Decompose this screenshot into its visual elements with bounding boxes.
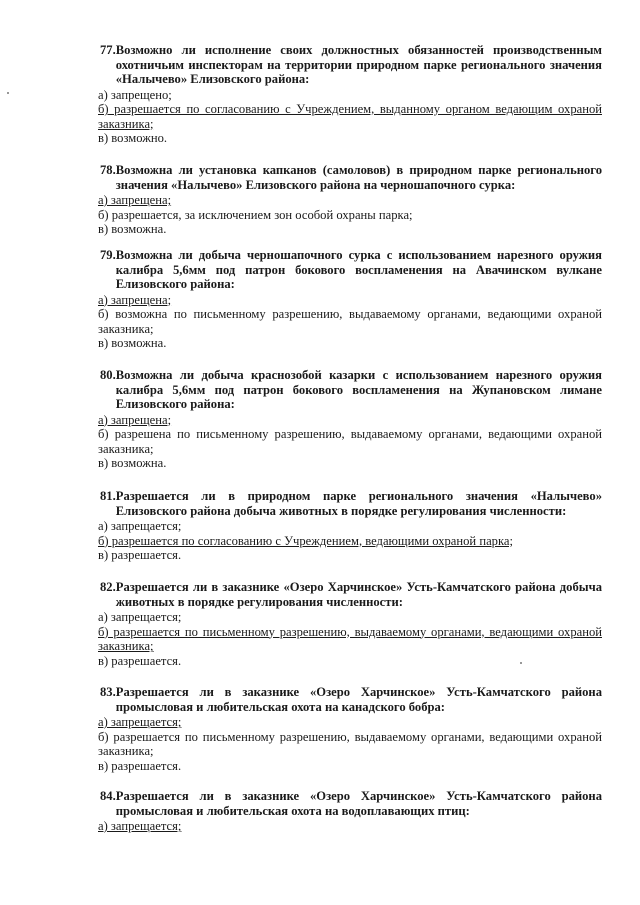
question-text: Возможна ли добыча черношапочного сурка с использованием нарезного оружия калибра 5,6мм под патрон бокового воспламенения на Авачинском вулкане Елизовского района: xyxy=(115,248,602,291)
answer-list xyxy=(98,819,602,834)
question-text: Разрешается ли в природном парке регионального значения «Налычево» Елизовского района добыча животных в порядке регулирования численности: xyxy=(115,489,602,518)
answer-option-b-correct: б) разрешается по согласованию с Учреждением, ведающими охраной парка; xyxy=(98,533,513,548)
answer-option-c: в) разрешается. xyxy=(98,653,182,668)
question-number: 80. xyxy=(100,368,116,382)
answer-option-c: в) возможна. xyxy=(98,222,167,237)
answer-list xyxy=(98,610,602,668)
scan-speck xyxy=(7,92,9,94)
answer-option-c: в) разрешается. xyxy=(98,758,182,773)
question-text: Возможна ли установка капканов (самоловов) в природном парке регионального значения «Налычево» Елизовского района на черношапочного сурка: xyxy=(115,163,602,192)
question-84 xyxy=(98,789,602,834)
answer-option-b-correct: б) разрешается по письменному разрешению, выдаваемому органами, ведающими охраной заказника; xyxy=(98,624,602,654)
answer-option-c: в) возможна. xyxy=(98,336,167,351)
question-77 xyxy=(98,43,602,146)
question-number: 82. xyxy=(100,580,116,594)
answer-list xyxy=(98,88,602,146)
question-text: Разрешается ли в заказнике «Озеро Харчинское» Усть-Камчатского района добыча животных в порядке регулирования численности: xyxy=(115,580,602,609)
question-number: 77. xyxy=(100,43,116,57)
answer-option-c: в) возможна. xyxy=(98,456,167,471)
question-number: 81. xyxy=(100,489,116,503)
question-78 xyxy=(98,163,602,237)
answer-option-a: а) запрещено; xyxy=(98,87,172,102)
question-text: Возможно ли исполнение своих должностных обязанностей производственным охотничьим инспекторам на территории природном парке регионального значения «Налычево» Елизовского района: xyxy=(115,43,602,86)
answer-option-b: б) разрешена по письменному разрешению, выдаваемому органами, ведающими охраной заказника; xyxy=(98,427,602,456)
answer-option-a-correct: а) запрещена; xyxy=(98,412,172,427)
answer-option-a: а) запрещается; xyxy=(98,610,182,624)
answer-option-b: б) разрешается, за исключением зон особой охраны парка; xyxy=(98,207,413,222)
question-82 xyxy=(98,580,602,668)
question-81 xyxy=(98,489,602,563)
answer-option-b: б) разрешается по письменному разрешению, выдаваемому органами, ведающими охраной заказника; xyxy=(98,729,602,759)
answer-option-b: б) возможна по письменному разрешению, выдаваемому органами, ведающими охраной заказника; xyxy=(98,307,602,336)
answer-option-a-correct: а) запрещена; xyxy=(98,193,172,207)
answer-list xyxy=(98,715,602,773)
answer-list xyxy=(98,413,602,471)
answer-option-a-correct: а) запрещается; xyxy=(98,819,182,833)
answer-option-a-correct: а) запрещена; xyxy=(98,292,172,307)
question-text: Возможна ли добыча краснозобой казарки с использованием нарезного оружия калибра 5,6мм под патрон бокового воспламенения на Жупановском лимане Елизовского района: xyxy=(115,368,602,411)
question-number: 83. xyxy=(100,685,116,699)
answer-list xyxy=(98,519,602,563)
answer-option-b-correct: б) разрешается по согласованию с Учреждением, выданному органом ведающим охраной заказника; xyxy=(98,102,602,131)
answer-list xyxy=(98,293,602,351)
answer-option-a-correct: а) запрещается; xyxy=(98,715,182,729)
answer-option-a: а) запрещается; xyxy=(98,519,182,533)
answer-list xyxy=(98,193,602,237)
answer-option-c: в) разрешается. xyxy=(98,548,182,563)
question-number: 84. xyxy=(100,789,116,803)
question-83 xyxy=(98,685,602,773)
question-number: 78. xyxy=(100,163,116,177)
answer-option-c: в) возможно. xyxy=(98,131,168,146)
question-number: 79. xyxy=(100,248,116,262)
question-80 xyxy=(98,368,602,471)
question-79 xyxy=(98,248,602,351)
question-text: Разрешается ли в заказнике «Озеро Харчинское» Усть-Камчатского района промысловая и любительская охота на канадского бобра: xyxy=(115,685,602,714)
question-text: Разрешается ли в заказнике «Озеро Харчинское» Усть-Камчатского района промысловая и любительская охота на водоплавающих птиц: xyxy=(115,789,602,818)
